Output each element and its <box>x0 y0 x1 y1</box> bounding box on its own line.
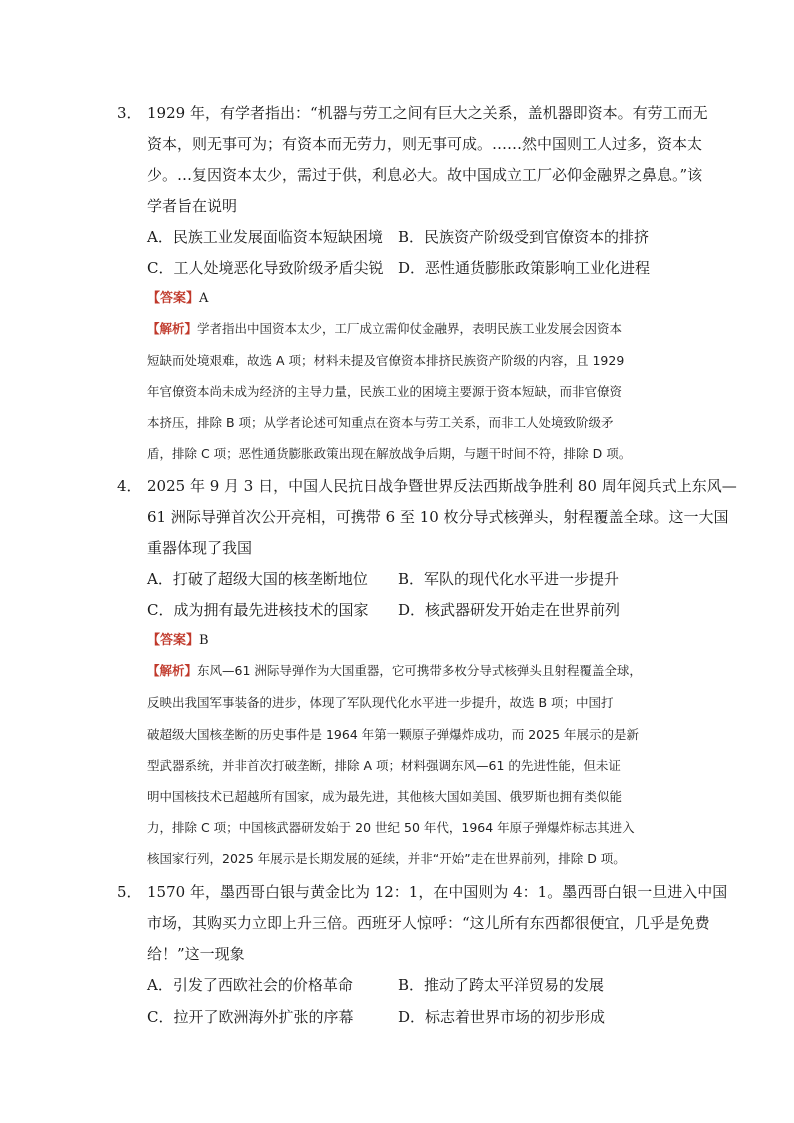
option-a: A．民族工业发展面临资本短缺困境 <box>147 228 383 246</box>
option-d: D．核武器研发开始走在世界前列 <box>398 601 621 619</box>
option-b: B．军队的现代化水平进一步提升 <box>398 570 620 588</box>
option-a: A．打破了超级大国的核垄断地位 <box>147 570 368 588</box>
question-number: 5． <box>117 883 142 901</box>
answer-label: 【答案】 <box>147 291 200 306</box>
option-b: B．民族资产阶级受到官僚资本的排挤 <box>398 228 650 246</box>
option-a: A．引发了西欧社会的价格革命 <box>147 976 353 994</box>
answer-value: A <box>199 291 209 306</box>
analysis-label: 【解析】 <box>147 321 198 336</box>
question-stem-line: 市场，其购买力立即上升三倍。西班牙人惊呼：“这儿所有东西都很便宜，几乎是免费 <box>147 914 710 932</box>
answer-label: 【答案】 <box>147 633 200 648</box>
question-stem-line: 学者旨在说明 <box>147 197 238 215</box>
answer-line <box>147 290 208 308</box>
option-d: D．标志着世界市场的初步形成 <box>398 1008 606 1026</box>
question-stem-line: 1570 年，墨西哥白银与黄金比为 12：1，在中国则为 4：1。墨西哥白银一旦进入中国 <box>147 883 728 901</box>
question-stem-line: 少。…复因资本太少，需过于供，利息必大。故中国成立工厂必仰金融界之鼻息。”该 <box>147 166 703 184</box>
question-stem-line: 重器体现了我国 <box>147 539 253 557</box>
analysis-label: 【解析】 <box>147 663 198 678</box>
question-number: 3． <box>117 104 142 122</box>
option-c: C．成为拥有最先进核技术的国家 <box>147 601 369 619</box>
option-d: D．恶性通货膨胀政策影响工业化进程 <box>398 259 651 277</box>
question-number: 4． <box>117 477 142 495</box>
analysis-line: 短缺而处境艰难，故选 A 项；材料未提及官僚资本排挤民族资产阶级的内容，且 1929 <box>147 353 625 368</box>
analysis-line: 年官僚资本尚未成为经济的主导力量，民族工业的困境主要源于资本短缺，而非官僚资 <box>147 384 623 399</box>
question-stem-line: 给！”这一现象 <box>147 945 245 963</box>
option-c: C．工人处境恶化导致阶级矛盾尖锐 <box>147 259 384 277</box>
question-stem-line: 1929 年，有学者指出：“机器与劳工之间有巨大之关系，盖机器即资本。有劳工而无 <box>147 104 708 122</box>
answer-line <box>147 632 209 650</box>
analysis-line: 核国家行列，2025 年展示是长期发展的延续，并非“开始”走在世界前列，排除 D 项。 <box>147 851 626 866</box>
analysis-line: 反映出我国军事装备的进步，体现了军队现代化水平进一步提升，故选 B 项；中国打 <box>147 695 614 710</box>
question-stem-line: 2025 年 9 月 3 日，中国人民抗日战争暨世界反法西斯战争胜利 80 周年阅兵式上东风— <box>147 477 737 495</box>
analysis-line: 型武器系统，并非首次打破垄断，排除 A 项；材料强调东风—61 的先进性能，但未证 <box>147 758 621 773</box>
answer-value: B <box>199 633 209 648</box>
analysis-line: 力，排除 C 项；中国核武器研发始于 20 世纪 50 年代，1964 年原子弹爆炸标志其进入 <box>147 820 635 835</box>
option-c: C．拉开了欧洲海外扩张的序幕 <box>147 1008 354 1026</box>
analysis-line: 【解析】学者指出中国资本太少，工厂成立需仰仗金融界，表明民族工业发展会因资本 <box>147 321 623 336</box>
analysis-line: 盾，排除 C 项；恶性通货膨胀政策出现在解放战争后期，与题干时间不符，排除 D 项。 <box>147 446 632 461</box>
analysis-line: 【解析】东风—61 洲际导弹作为大国重器，它可携带多枚分导式核弹头且射程覆盖全球， <box>147 663 642 678</box>
question-stem-line: 61 洲际导弹首次公开亮相，可携带 6 至 10 枚分导式核弹头，射程覆盖全球。这一大国 <box>147 508 729 526</box>
option-b: B．推动了跨太平洋贸易的发展 <box>398 976 605 994</box>
analysis-line: 明中国核技术已超越所有国家，成为最先进，其他核大国如美国、俄罗斯也拥有类似能 <box>147 789 623 804</box>
analysis-line: 本挤压，排除 B 项；从学者论述可知重点在资本与劳工关系，而非工人处境致阶级矛 <box>147 415 614 430</box>
question-stem-line: 资本，则无事可为；有资本而无劳力，则无事可成。……然中国则工人过多，资本太 <box>147 135 703 153</box>
analysis-line: 破超级大国核垄断的历史事件是 1964 年第一颗原子弹爆炸成功，而 2025 年展示的是新 <box>147 727 640 742</box>
